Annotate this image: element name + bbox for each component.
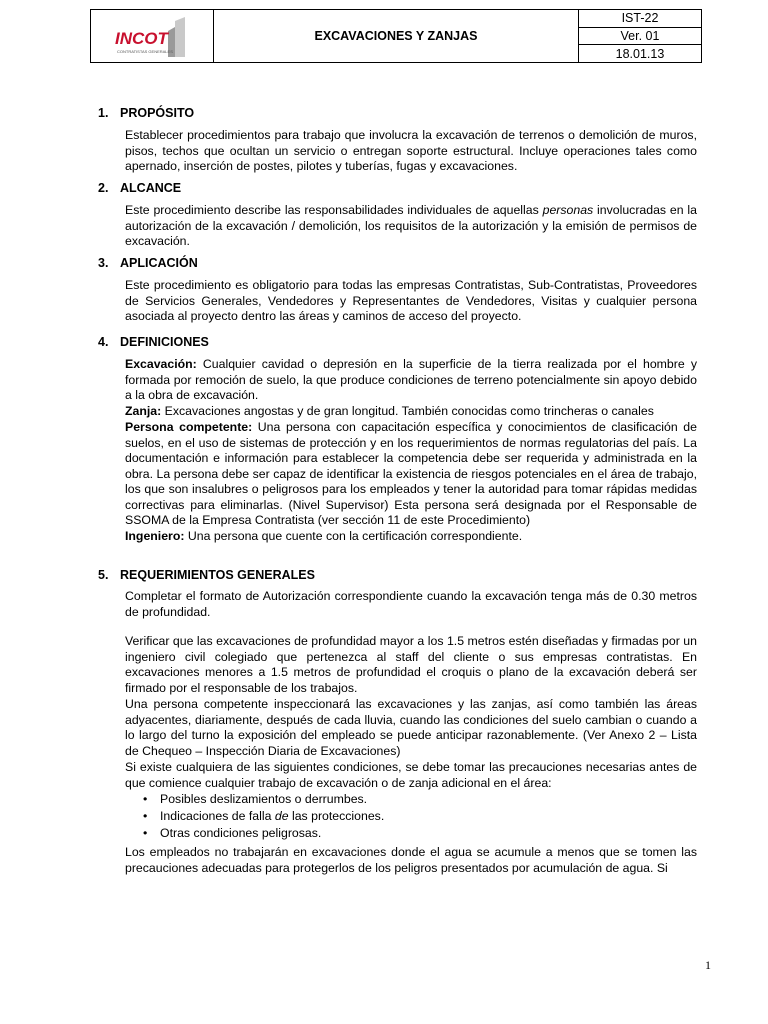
definition-persona-competente: Persona competente: Una persona con capacitación específica y conocimientos de clasificación de suelos, en el uso de sistemas de protección y en los requerimientos de normas regulatorias del país. La documentación e información para establecer la competencia debe ser requerida y administrada en la obra. La persona debe ser capaz de identificar la existencia de riesgos potenciales en el área de trabajo, los que son insalubres o peligrosos para los empleados y tener la autoridad para tomar rápidas medidas correctivas para eliminarlas. (Nivel Supervisor) Esta persona será designada por el Responsable de SSOMA de la Empresa Contratista (ver sección 11 de este Procedimiento)	[125, 420, 697, 527]
section-heading-3: 3. APLICACIÓN	[98, 256, 198, 270]
document-title: EXCAVACIONES Y ZANJAS	[214, 10, 579, 62]
list-item: • Posibles deslizamientos o derrumbes.	[160, 791, 384, 808]
logo-text: INCOT	[115, 29, 168, 48]
definition-excavacion: Excavación: Cualquier cavidad o depresión en la superficie de la tierra realizada por el hombre y formada por remoción de suelo, la que produce condiciones de terreno potencialmente sin apoyo debido a la obra de excavación.	[125, 357, 697, 402]
definition-zanja: Zanja: Excavaciones angostas y de gran longitud. También conocidas como trincheras o canales	[125, 404, 654, 418]
list-item: • Otras condiciones peligrosas.	[160, 825, 384, 842]
section-5-paragraph-3: Una persona competente inspeccionará las excavaciones y las zanjas, así como también las áreas adyacentes, diariamente, después de cada lluvia, cuando las condiciones del suelo cambian o cuando a lo largo del turno la exposición del empleado se puede anticipar razonablemente. (Ver Anexo 2 – Lista de Chequeo – Inspección Diaria de Excavaciones)	[125, 697, 697, 758]
conditions-list	[160, 791, 384, 842]
section-3-paragraph: Este procedimiento es obligatorio para todas las empresas Contratistas, Sub-Contratistas, Proveedores de Servicios Generales, Vendedores y Representantes de Vendedores, Visitas y cualquier persona asociada al proyecto dentro las áreas y caminos de acceso del proyecto.	[125, 278, 697, 323]
section-heading-4: 4. DEFINICIONES	[98, 335, 209, 349]
section-heading-2: 2. ALCANCE	[98, 181, 182, 195]
section-5-paragraph-4: Si existe cualquiera de las siguientes condiciones, se debe tomar las precauciones necesarias antes de que comience cualquier trabajo de excavación o de zanja adicional en el área:	[125, 760, 697, 790]
section-heading-5: 5. REQUERIMIENTOS GENERALES	[98, 568, 315, 582]
logo-subtext: CONTRATISTAS GENERALES	[117, 49, 173, 54]
section-2-paragraph: Este procedimiento describe las responsabilidades individuales de aquellas personas involucradas en la autorización de la excavación / demolición, los requisitos de la autorización y la emisión de permisos de excavación.	[125, 203, 697, 248]
list-item: • Indicaciones de falla de las protecciones.	[160, 808, 384, 825]
section-5-paragraph-2: Verificar que las excavaciones de profundidad mayor a los 1.5 metros estén diseñadas y firmadas por un ingeniero civil colegiado que pertenezca al staff del cliente o sus empresas contratistas. En excavaciones menores a 1.5 metros de profundidad el croquis o plano de la excavación deberá ser firmado por el responsable de los trabajos.	[125, 634, 697, 695]
section-5-paragraph-1: Completar el formato de Autorización correspondiente cuando la excavación tenga más de 0.30 metros de profundidad.	[125, 589, 697, 619]
document-meta	[579, 10, 701, 62]
page-number: 1	[705, 958, 711, 972]
section-1-paragraph: Establecer procedimientos para trabajo que involucra la excavación de terrenos o demolición de muros, pisos, techos que ocultan un servicio o entregan soporte estructural. Incluye operaciones tales como apernado, inserción de postes, pilotes y tuberías, fugas y excavaciones.	[125, 128, 697, 173]
section-heading-1: 1. PROPÓSITO	[98, 106, 195, 120]
document-date: 18.01.13	[579, 44, 701, 62]
incot-logo	[113, 17, 193, 57]
logo-cell	[91, 10, 214, 62]
document-code: IST-22	[621, 11, 659, 26]
document-header	[90, 9, 702, 63]
definition-ingeniero: Ingeniero: Una persona que cuente con la certificación correspondiente.	[125, 529, 523, 543]
document-version: Ver. 01	[579, 27, 701, 45]
section-5-paragraph-5: Los empleados no trabajarán en excavaciones donde el agua se acumule a menos que se tomen las precauciones adecuadas para protegerlos de los peligros presentados por acumulación de agua. Si	[125, 845, 697, 875]
